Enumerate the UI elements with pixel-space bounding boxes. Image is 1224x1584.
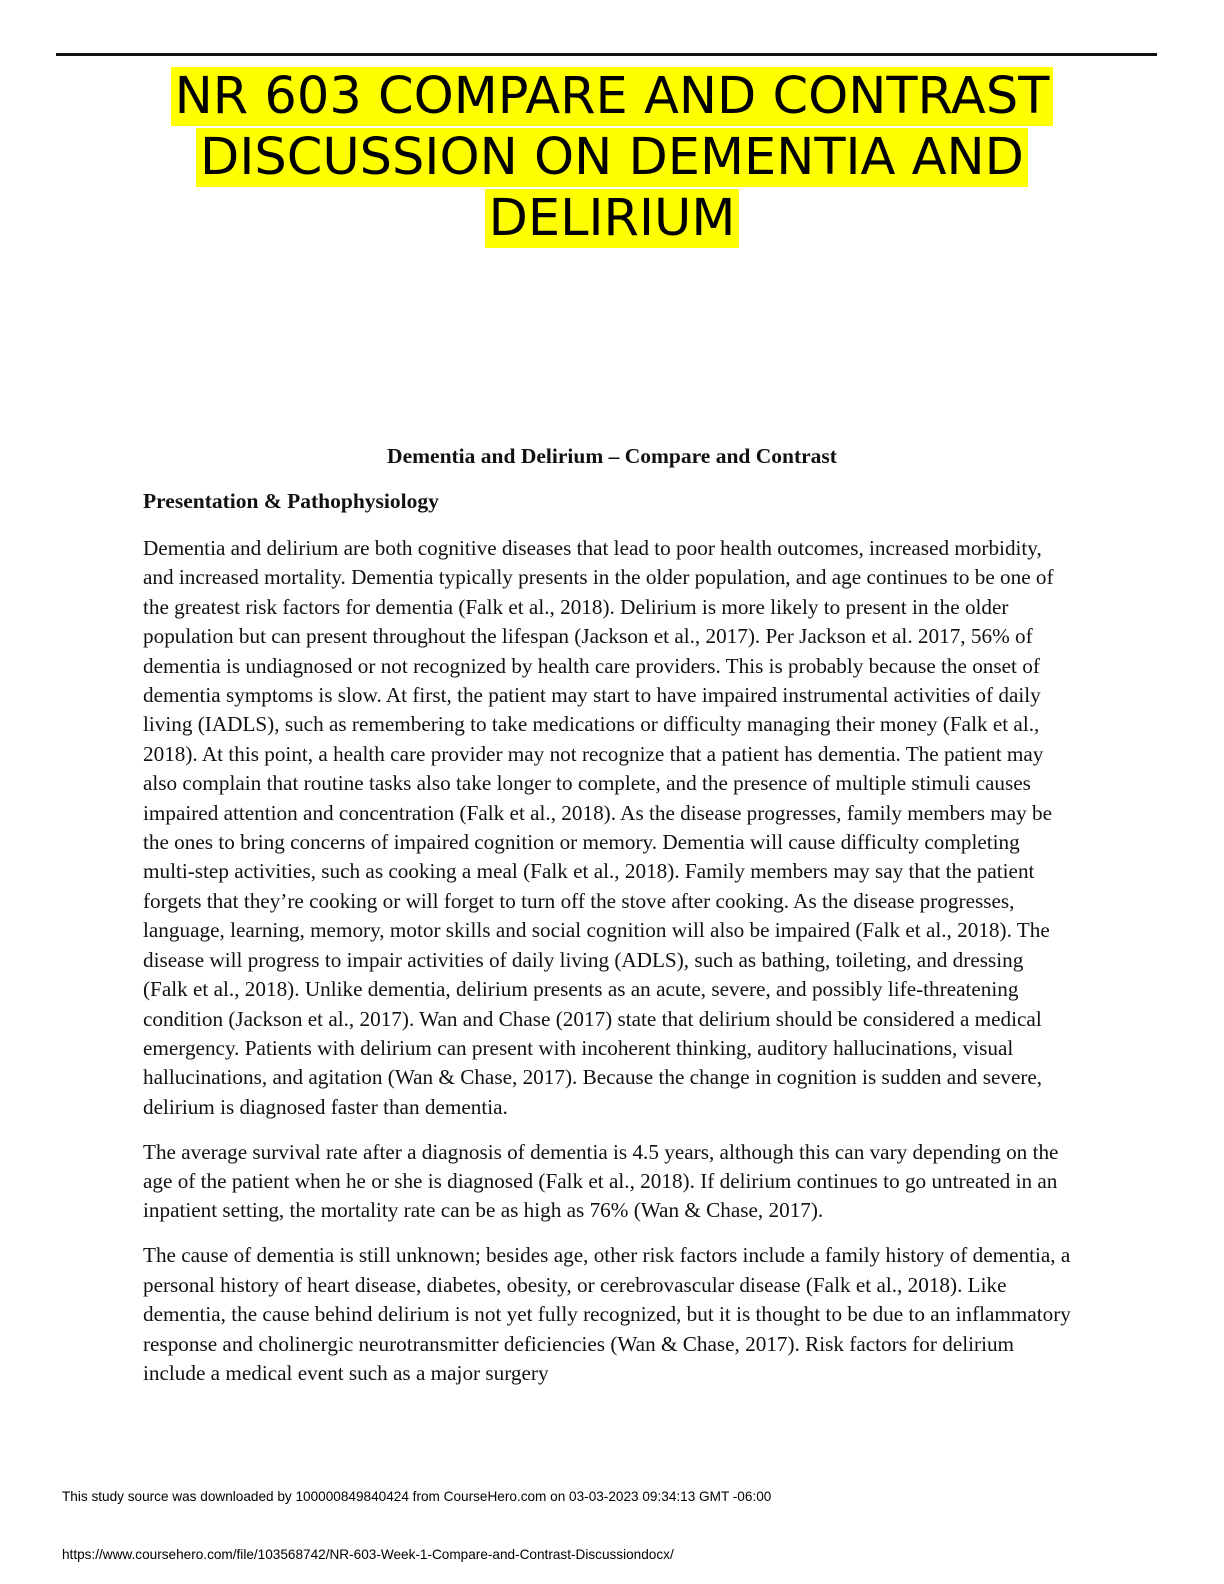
- title-line-3: DELIRIUM: [485, 189, 740, 248]
- document-title: [150, 66, 1074, 249]
- source-url[interactable]: https://www.coursehero.com/file/103568742/NR-603-Week-1-Compare-and-Contrast-Discussiondocx/: [62, 1547, 674, 1562]
- subheading: Presentation & Pathophysiology: [143, 489, 439, 513]
- paragraph: The cause of dementia is still unknown; besides age, other risk factors include a family history of dementia, a personal history of heart disease, diabetes, obesity, or cerebrovascular disease (Falk et al., 2018). Like dementia, the cause behind delirium is not yet fully recognized, but it is thought to be due to an inflammatory response and cholinergic neurotransmitter deficiencies (Wan & Chase, 2017). Risk factors for delirium include a medical event such as a major surgery: [143, 1243, 1071, 1385]
- section-title: Dementia and Delirium – Compare and Contrast: [387, 444, 837, 468]
- title-line-2: DISCUSSION ON DEMENTIA AND: [196, 128, 1028, 187]
- download-source-notice: This study source was downloaded by 100000849840424 from CourseHero.com on 03-03-2023 09:34:13 GMT -06:00: [62, 1489, 772, 1504]
- paragraph: Dementia and delirium are both cognitive diseases that lead to poor health outcomes, increased morbidity, and increased mortality. Dementia typically presents in the older population, and age continues to be one of the greatest risk factors for dementia (Falk et al., 2018). Delirium is more likely to present in the older population but can present throughout the lifespan (Jackson et al., 2017). Per Jackson et al. 2017, 56% of dementia is undiagnosed or not recognized by health care providers. This is probably because the onset of dementia symptoms is slow. At first, the patient may start to have impaired instrumental activities of daily living (IADLS), such as remembering to take medications or difficulty managing their money (Falk et al., 2018). At this point, a health care provider may not recognize that a patient has dementia. The patient may also complain that routine tasks also take longer to complete, and the presence of multiple stimuli causes impaired attention and concentration (Falk et al., 2018). As the disease progresses, family members may be the ones to bring concerns of impaired cognition or memory. Dementia will cause difficulty completing multi-step activities, such as cooking a meal (Falk et al., 2018). Family members may say that the patient forgets that they’re cooking or will forget to turn off the stove after cooking. As the disease progresses, language, learning, memory, motor skills and social cognition will also be impaired (Falk et al., 2018). The disease will progress to impair activities of daily living (ADLS), such as bathing, toileting, and dressing (Falk et al., 2018). Unlike dementia, delirium presents as an acute, severe, and possibly life-threatening condition (Jackson et al., 2017). Wan and Chase (2017) state that delirium should be considered a medical emergency. Patients with delirium can present with incoherent thinking, auditory hallucinations, visual hallucinations, and agitation (Wan & Chase, 2017). Because the change in cognition is sudden and severe, delirium is diagnosed faster than dementia.: [143, 536, 1054, 1119]
- body-text: [143, 534, 1073, 1404]
- paragraph: The average survival rate after a diagnosis of dementia is 4.5 years, although this can vary depending on the age of the patient when he or she is diagnosed (Falk et al., 2018). If delirium continues to go untreated in an inpatient setting, the mortality rate can be as high as 76% (Wan & Chase, 2017).: [143, 1139, 1059, 1223]
- title-line-1: NR 603 COMPARE AND CONTRAST: [171, 67, 1054, 126]
- top-horizontal-rule: [56, 53, 1157, 56]
